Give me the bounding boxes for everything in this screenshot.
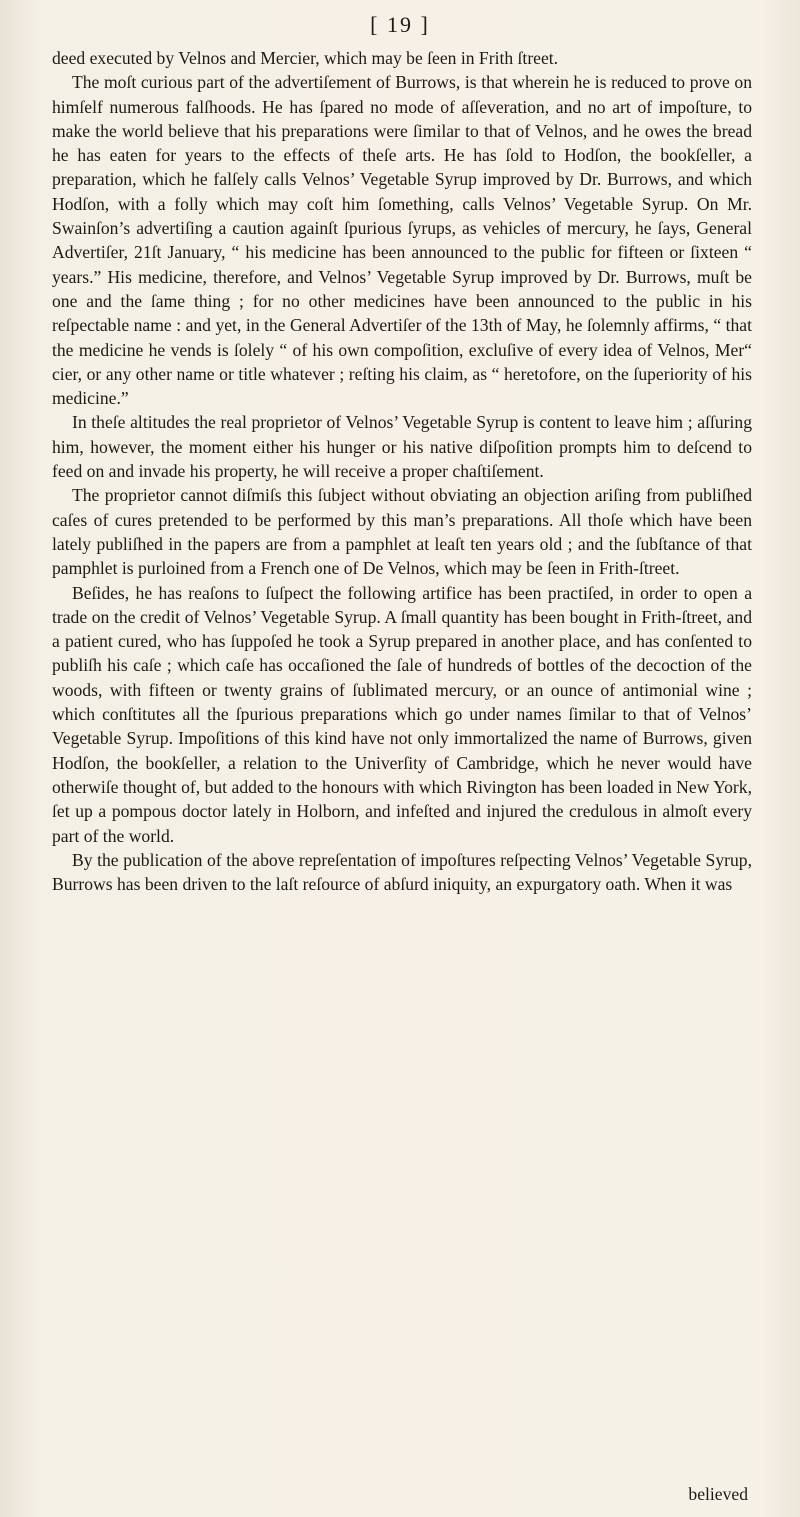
body-text xyxy=(52,46,752,896)
paragraph: The proprietor cannot diſmiſs this ſubject without obviating an objection ariſing from publiſhed caſes of cures pretended to be performed by this man’s preparations. All thoſe which have been lately publiſhed in the papers are from a pamphlet at leaſt ten years old ; and the ſubſtance of that pamphlet is purloined from a French one of De Velnos, which may be ſeen in Frith-ſtreet. xyxy=(52,485,752,579)
paragraph: Beſides, he has reaſons to ſuſpect the following artifice has been practiſed, in order to open a trade on the credit of Velnos’ Vegetable Syrup. A ſmall quantity has been bought in Frith-ſtreet, and a patient cured, who has ſuppoſed he took a Syrup prepared in another place, and has conſented to publiſh his caſe ; which caſe has occaſioned the ſale of hundreds of bottles of the decoction of the woods, with fifteen or twenty grains of ſublimated mercury, or an ounce of antimonial wine ; which conſtitutes all the ſpurious preparations which go under names ſimilar to that of Velnos’ Vegetable Syrup. Impoſitions of this kind have not only immortalized the name of Burrows, given Hodſon, the bookſeller, a relation to the Univerſity of Cambridge, which he never would have otherwiſe thought of, but added to the honours with which Rivington has been loaded in New York, ſet up a pompous doctor lately in Holborn, and infeſted and injured the credulous in almoſt every part of the world. xyxy=(52,582,752,846)
paragraph: By the publication of the above repreſentation of impoſtures reſpecting Velnos’ Vegetable Syrup, Burrows has been driven to the laſt reſource of abſurd iniquity, an expurgatory oath. When it was xyxy=(52,849,752,895)
paragraph: deed executed by Velnos and Mercier, which may be ſeen in Frith ſtreet. xyxy=(52,48,559,68)
catchword: believed xyxy=(688,1484,748,1504)
paragraph: In theſe altitudes the real proprietor of Velnos’ Vegetable Syrup is content to leave him ; aſſuring him, however, the moment either his hunger or his native diſpoſition prompts him to deſcend to feed on and invade his property, he will receive a proper chaſtiſement. xyxy=(52,412,752,482)
paragraph: The moſt curious part of the advertiſement of Burrows, is that wherein he is reduced to prove on himſelf numerous falſhoods. He has ſpared no mode of aſſeveration, and no art of impoſture, to make the world believe that his preparations were ſimilar to that of Velnos, and he owes the bread he has eaten for years to the effects of theſe arts. He has ſold to Hodſon, the bookſeller, a preparation, which he falſely calls Velnos’ Vegetable Syrup improved by Dr. Burrows, and which Hodſon, with a folly which may coſt him ſomething, calls Velnos’ Vegetable Syrup. On Mr. Swainſon’s advertiſing a caution againſt ſpurious ſyrups, as vehicles of mercury, he ſays, General Advertiſer, 21ſt January, “ his medicine has been announced to the public for fifteen or ſixteen “ years.” His medicine, therefore, and Velnos’ Vegetable Syrup improved by Dr. Burrows, muſt be one and the ſame thing ; for no other medicines have been announced to the public in his reſpectable name : and yet, in the General Advertiſer of the 13th of May, he ſolemnly affirms, “ that the medicine he vends is ſolely “ of his own compoſition, excluſive of every idea of Velnos, Mer“ cier, or any other name or title whatever ; reſting his claim, as “ heretofore, on the ſuperiority of his medicine.” xyxy=(52,72,752,409)
page-number: [ 19 ] xyxy=(370,12,430,37)
